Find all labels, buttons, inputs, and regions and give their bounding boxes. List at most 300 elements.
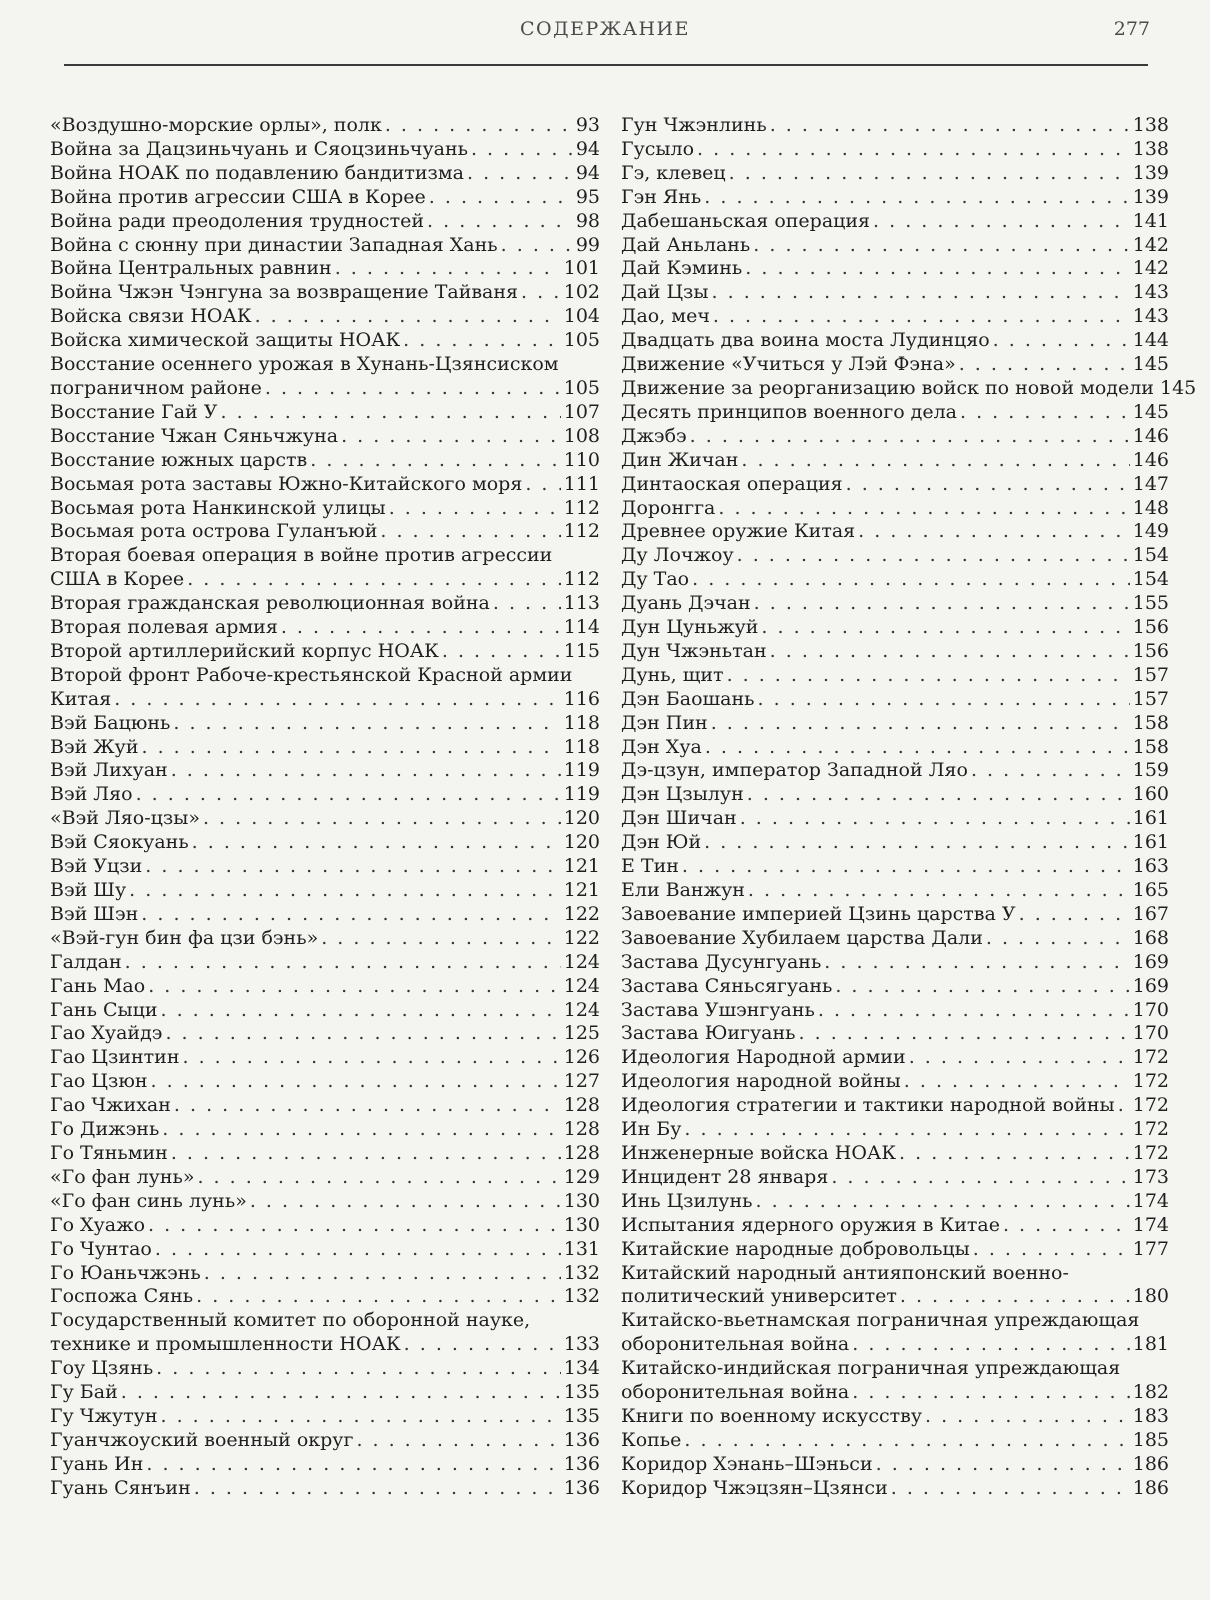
toc-entry-title: Дэн Шичан xyxy=(621,807,737,830)
toc-entry-page-number: 118 xyxy=(563,735,600,758)
toc-entry-page-number: 128 xyxy=(563,1094,600,1117)
toc-entry-title: «Вэй-гун бин фа цзи бэнь» xyxy=(50,926,319,949)
dot-leader xyxy=(356,1429,560,1453)
toc-entry-title: Галдан xyxy=(50,950,122,973)
toc-entry xyxy=(621,1190,1169,1214)
toc-entry-page-number: 186 xyxy=(1132,1452,1169,1475)
toc-entry-page-number: 145 xyxy=(1159,376,1197,399)
dot-leader xyxy=(182,1046,560,1070)
toc-entry-title: Идеология стратегии и тактики народной войны xyxy=(621,1094,1115,1117)
toc-entry-page-number: 119 xyxy=(563,783,600,806)
dot-leader xyxy=(748,879,1130,903)
dot-leader xyxy=(197,1166,560,1190)
dot-leader xyxy=(192,831,561,855)
dot-leader xyxy=(121,1381,561,1405)
toc-entry-title: Движение «Учиться у Лэй Фэна» xyxy=(621,353,956,376)
toc-entry-title: Джэбэ xyxy=(621,424,687,447)
toc-entry-page-number: 102 xyxy=(563,281,600,304)
toc-entry-page-number: 104 xyxy=(563,305,600,328)
toc-entry xyxy=(621,138,1169,162)
toc-entry xyxy=(621,281,1169,305)
toc-entry xyxy=(50,1262,600,1286)
toc-entry-title: Война за Дацзиньчуань и Сяоцзиньчуань xyxy=(50,137,468,160)
toc-entry xyxy=(50,855,600,879)
dot-leader xyxy=(146,1453,560,1477)
toc-entry-title: Вэй Шэн xyxy=(50,902,139,925)
toc-entry-title: Война Чжэн Чэнгуна за возвращение Тайваня xyxy=(50,281,519,304)
toc-entry-title: оборонительная война xyxy=(621,1381,850,1404)
toc-entry-page-number: 180 xyxy=(1132,1285,1169,1308)
toc-entry xyxy=(621,401,1169,425)
toc-entry-title: «Го фан синь лунь» xyxy=(50,1189,247,1212)
toc-entry xyxy=(621,376,1197,401)
toc-entry-page-number: 94 xyxy=(575,161,600,184)
toc-entry-title: Гао Цзинтин xyxy=(50,1046,180,1069)
toc-entry-title: Война ради преодоления трудностей xyxy=(50,209,425,232)
dot-leader xyxy=(846,473,1130,497)
toc-entry xyxy=(621,664,1169,688)
toc-entry xyxy=(50,1214,600,1238)
dot-leader xyxy=(704,186,1129,210)
dot-leader xyxy=(770,114,1130,138)
toc-entry xyxy=(621,210,1169,234)
toc-entry-page-number: 93 xyxy=(575,114,600,136)
toc-entry-page-number: 148 xyxy=(1132,496,1169,519)
toc-entry xyxy=(50,1429,600,1453)
toc-entry-page-number: 169 xyxy=(1132,950,1169,973)
toc-entry-page-number: 126 xyxy=(563,1046,600,1069)
dot-leader xyxy=(729,162,1130,186)
toc-entry-page-number: 157 xyxy=(1132,687,1169,710)
toc-entry-page-number: 144 xyxy=(1132,329,1169,352)
toc-entry xyxy=(621,1094,1169,1118)
toc-entry-page-number: 132 xyxy=(563,1285,600,1308)
toc-entry-page-number: 125 xyxy=(563,1022,600,1045)
toc-entry xyxy=(50,712,600,736)
toc-entry xyxy=(621,975,1169,999)
dot-leader xyxy=(148,1214,561,1238)
toc-entry-page-number: 108 xyxy=(563,424,600,447)
toc-entry-title: Дэ-цзун, император Западной Ляо xyxy=(621,759,968,782)
toc-entry-page-number: 130 xyxy=(563,1213,600,1236)
toc-entry xyxy=(50,234,600,258)
toc-entry-page-number: 172 xyxy=(1132,1118,1169,1141)
dot-leader xyxy=(835,975,1129,999)
toc-entry xyxy=(621,1262,1169,1310)
toc-entry-page-number: 186 xyxy=(1132,1476,1169,1499)
dot-leader xyxy=(704,831,1130,855)
dot-leader xyxy=(684,1118,1129,1142)
dot-leader xyxy=(747,783,1130,807)
dot-leader xyxy=(165,1022,560,1046)
toc-entry-page-number: 128 xyxy=(563,1141,600,1164)
toc-entry-title: Восстание Чжан Сяньчжуна xyxy=(50,424,339,447)
toc-entry-title: Война против агрессии США в Корее xyxy=(50,185,426,208)
toc-entry-title: «Воздушно-морские орлы», полк xyxy=(50,114,382,136)
toc-entry-page-number: 121 xyxy=(563,855,600,878)
toc-entry-title: Коридор Чжэцзян–Цзянси xyxy=(621,1476,888,1499)
toc-entry-title: Восстание Гай У xyxy=(50,400,218,423)
toc-entry xyxy=(50,1166,600,1190)
toc-entry-title: Гусыло xyxy=(621,137,695,160)
toc-entry-title: Вэй Уцзи xyxy=(50,855,143,878)
toc-entry-page-number: 135 xyxy=(563,1404,600,1427)
toc-entry-page-number: 132 xyxy=(563,1261,600,1284)
toc-entry xyxy=(621,305,1169,329)
dot-leader xyxy=(148,975,561,999)
dot-leader xyxy=(404,1333,561,1357)
toc-entry-title: Гу Чжутун xyxy=(50,1404,158,1427)
dot-leader xyxy=(705,736,1130,760)
toc-entry-title: Ели Ванжун xyxy=(621,879,745,901)
toc-entry xyxy=(50,1046,600,1070)
toc-entry-title: Застава Юигуань xyxy=(621,1022,796,1045)
dot-leader xyxy=(755,1190,1129,1214)
toc-entry xyxy=(621,1429,1169,1453)
toc-entry-page-number: 160 xyxy=(1132,783,1169,806)
toc-entry xyxy=(621,736,1169,760)
toc-entry-page-number: 173 xyxy=(1132,1165,1169,1188)
toc-entry-title: Гоу Цзянь xyxy=(50,1357,154,1380)
toc-entry-page-number: 120 xyxy=(563,831,600,854)
toc-entry-title: Дао, меч xyxy=(621,305,710,328)
toc-entry xyxy=(50,1285,600,1309)
dot-leader xyxy=(737,544,1130,568)
toc-entry xyxy=(621,855,1169,879)
toc-entry-title: Идеология Народной армии xyxy=(621,1046,906,1069)
toc-entry-page-number: 122 xyxy=(563,926,600,949)
toc-entry xyxy=(621,1166,1169,1190)
toc-entry xyxy=(50,1405,600,1429)
running-head-title: СОДЕРЖАНИЕ xyxy=(520,18,690,40)
toc-entry-title: Гэ, клевец xyxy=(621,161,726,184)
dot-leader xyxy=(220,401,560,425)
toc-entry-title: Гань Сыци xyxy=(50,998,158,1021)
toc-entry xyxy=(50,401,600,425)
toc-entry xyxy=(621,1070,1169,1094)
toc-entry-title: Гуанчжоуский военный округ xyxy=(50,1428,354,1451)
toc-entry-page-number: 146 xyxy=(1132,424,1169,447)
page-number: 277 xyxy=(1113,18,1150,40)
toc-entry-title: Гэн Янь xyxy=(621,185,702,208)
dot-leader xyxy=(521,281,561,305)
toc-entry xyxy=(50,138,600,162)
toc-entry xyxy=(50,497,600,521)
toc-entry xyxy=(50,473,600,497)
toc-entry-page-number: 111 xyxy=(563,472,600,495)
toc-entry-title: Гуань Сянъин xyxy=(50,1476,191,1499)
toc-entry xyxy=(50,449,600,473)
toc-entry-page-number: 157 xyxy=(1132,663,1169,686)
toc-entry-page-number: 138 xyxy=(1132,137,1169,160)
dot-leader xyxy=(281,616,561,640)
toc-entry-page-number: 114 xyxy=(563,616,600,639)
toc-entry xyxy=(50,1070,600,1094)
toc-entry-title: Вторая полевая армия xyxy=(50,616,278,639)
toc-entry-page-number: 143 xyxy=(1132,281,1169,304)
toc-entry-title: Идеология народной войны xyxy=(621,1070,901,1093)
toc-entry-title: Дай Аньлань xyxy=(621,233,751,256)
toc-entry-title: Война с сюнну при династии Западная Хань xyxy=(50,233,498,256)
toc-entry-title: Дуань Дэчан xyxy=(621,592,751,615)
toc-entry-page-number: 143 xyxy=(1132,305,1169,328)
toc-entry-title: Го Чунтао xyxy=(50,1237,152,1260)
toc-entry xyxy=(50,114,600,138)
toc-entry-page-number: 133 xyxy=(563,1333,600,1356)
toc-entry-page-number: 170 xyxy=(1132,1022,1169,1045)
toc-entry-title-line: Восстание осеннего урожая в Хунань-Цзянсиском xyxy=(50,353,559,376)
dot-leader xyxy=(713,305,1130,329)
toc-entry xyxy=(621,1022,1169,1046)
toc-entry-title: Дай Цзы xyxy=(621,281,709,304)
header-rule xyxy=(64,64,1148,66)
toc-entry xyxy=(50,1381,600,1405)
toc-entry-title: оборонительная война xyxy=(621,1333,850,1356)
toc-entry xyxy=(621,162,1169,186)
toc-entry-page-number: 129 xyxy=(563,1165,600,1188)
toc-entry xyxy=(50,736,600,760)
toc-entry-page-number: 136 xyxy=(563,1428,600,1451)
dot-leader xyxy=(151,1070,561,1094)
dot-leader xyxy=(876,1453,1130,1477)
dot-leader xyxy=(114,688,561,712)
dot-leader xyxy=(129,879,561,903)
dot-leader xyxy=(429,186,573,210)
toc-entry-page-number: 158 xyxy=(1132,711,1169,734)
dot-leader xyxy=(891,1477,1130,1501)
toc-entry-title: Испытания ядерного оружия в Китае xyxy=(621,1213,1000,1236)
toc-entry-title: Доронгга xyxy=(621,496,716,519)
toc-entry-page-number: 158 xyxy=(1132,735,1169,758)
toc-column-right xyxy=(621,114,1197,1501)
toc-entry-title: Десять принципов военного дела xyxy=(621,400,958,423)
toc-entry xyxy=(50,616,600,640)
toc-entry-page-number: 131 xyxy=(563,1237,600,1260)
toc-entry-page-number: 134 xyxy=(563,1357,600,1380)
toc-entry xyxy=(621,903,1169,927)
dot-leader xyxy=(852,1333,1130,1357)
dot-leader xyxy=(873,210,1130,234)
toc-entry-page-number: 112 xyxy=(563,520,600,543)
toc-entry-title: Инь Цзилунь xyxy=(621,1189,753,1212)
dot-leader xyxy=(380,520,560,544)
toc-entry-page-number: 105 xyxy=(563,376,600,399)
toc-entry xyxy=(621,1142,1169,1166)
toc-entry-title-line: Китайско-вьетнамская пограничная упреждающая xyxy=(621,1309,1140,1332)
toc-entry-title-line: Китайско-индийская пограничная упреждающая xyxy=(621,1357,1121,1380)
dot-leader xyxy=(754,592,1130,616)
toc-entry xyxy=(50,1477,600,1501)
toc-entry-title: Китая xyxy=(50,687,112,710)
toc-entry-page-number: 155 xyxy=(1132,592,1169,615)
toc-entry-title: Го Дижэнь xyxy=(50,1118,160,1141)
dot-leader xyxy=(758,688,1130,712)
dot-leader xyxy=(265,377,561,401)
toc-entry-title: Вэй Сяокуань xyxy=(50,831,189,854)
toc-entry xyxy=(621,616,1169,640)
toc-entry-page-number: 139 xyxy=(1132,185,1169,208)
toc-entry xyxy=(621,544,1169,568)
toc-entry xyxy=(50,879,600,903)
toc-entry-page-number: 177 xyxy=(1132,1237,1169,1260)
toc-entry-title: Вторая гражданская революционная война xyxy=(50,592,490,615)
toc-entry-page-number: 168 xyxy=(1132,926,1169,949)
toc-entry xyxy=(50,951,600,975)
toc-entry-title: Вэй Лихуан xyxy=(50,759,168,782)
toc-entry-page-number: 183 xyxy=(1132,1404,1169,1427)
toc-entry xyxy=(50,186,600,210)
toc-entry-title: Ду Тао xyxy=(621,568,690,591)
toc-entry xyxy=(50,329,600,353)
dot-leader xyxy=(831,1166,1129,1190)
toc-entry xyxy=(621,497,1169,521)
toc-entry-page-number: 112 xyxy=(563,568,600,591)
toc-entry-page-number: 136 xyxy=(563,1476,600,1499)
toc-entry-title: Китайские народные добровольцы xyxy=(621,1237,970,1260)
toc-entry-page-number: 121 xyxy=(563,879,600,901)
toc-entry-page-number: 167 xyxy=(1132,902,1169,925)
toc-entry-page-number: 156 xyxy=(1132,616,1169,639)
toc-entry xyxy=(50,999,600,1023)
dot-leader xyxy=(196,1285,561,1309)
toc-entry xyxy=(50,592,600,616)
toc-entry-title-line: Вторая боевая операция в войне против агрессии xyxy=(50,544,553,567)
toc-entry xyxy=(621,927,1169,951)
toc-entry xyxy=(50,759,600,783)
toc-entry xyxy=(621,114,1169,138)
toc-entry xyxy=(621,1046,1169,1070)
toc-entry xyxy=(50,807,600,831)
toc-entry xyxy=(621,1453,1169,1477)
toc-entry xyxy=(621,951,1169,975)
toc-entry xyxy=(50,1118,600,1142)
dot-leader xyxy=(770,640,1130,664)
toc-entry-title: Войска связи НОАК xyxy=(50,305,252,328)
toc-entry xyxy=(621,425,1169,449)
toc-entry xyxy=(621,999,1169,1023)
dot-leader xyxy=(858,520,1130,544)
dot-leader xyxy=(960,401,1130,425)
dot-leader xyxy=(171,1142,561,1166)
toc-entry-page-number: 172 xyxy=(1132,1046,1169,1069)
toc-entry-page-number: 156 xyxy=(1132,639,1169,662)
toc-entry xyxy=(621,640,1169,664)
dot-leader xyxy=(740,807,1130,831)
toc-entry-title: Ин Бу xyxy=(621,1118,682,1141)
dot-leader xyxy=(471,138,573,162)
dot-leader xyxy=(900,1285,1130,1309)
toc-entry-title: Дэн Пин xyxy=(621,711,708,734)
toc-entry-page-number: 170 xyxy=(1132,998,1169,1021)
toc-entry-title: Ду Лочжоу xyxy=(621,544,734,567)
toc-entry-title: Дэн Баошань xyxy=(621,687,755,710)
toc-entry xyxy=(50,1022,600,1046)
toc-entry xyxy=(621,807,1169,831)
toc-entry xyxy=(50,1142,600,1166)
toc-entry-title: Гань Мао xyxy=(50,974,146,997)
toc-entry-title: политический университет xyxy=(621,1285,897,1308)
toc-entry-page-number: 181 xyxy=(1132,1333,1169,1356)
dot-leader xyxy=(712,281,1130,305)
toc-entry-title: Вэй Жуй xyxy=(50,735,139,758)
toc-entry-page-number: 110 xyxy=(563,448,600,471)
toc-entry-title: Гу Бай xyxy=(50,1381,118,1404)
toc-entry xyxy=(50,425,600,449)
toc-entry-page-number: 120 xyxy=(563,807,600,830)
toc-entry-page-number: 145 xyxy=(1132,353,1169,376)
toc-entry-page-number: 124 xyxy=(563,998,600,1021)
toc-entry-title: Го Хуажо xyxy=(50,1213,146,1236)
toc-entry-page-number: 174 xyxy=(1132,1189,1169,1212)
toc-entry-title: Го Юаньчжэнь xyxy=(50,1261,201,1284)
toc-entry-title: Дун Цуньжуй xyxy=(621,616,759,639)
toc-entry-title: Двадцать два воина моста Лудинцяо xyxy=(621,329,990,352)
toc-entry-title: Гуань Ин xyxy=(50,1452,144,1475)
toc-entry-title: Дин Жичан xyxy=(621,448,739,471)
toc-entry-page-number: 145 xyxy=(1132,400,1169,423)
toc-entry-page-number: 119 xyxy=(563,759,600,782)
toc-entry-page-number: 115 xyxy=(563,639,600,662)
toc-entry-title: Копье xyxy=(621,1428,682,1451)
toc-entry-title: Застава Ушэнгуань xyxy=(621,998,815,1021)
toc-entry-page-number: 182 xyxy=(1132,1381,1169,1404)
toc-entry-page-number: 113 xyxy=(563,592,600,615)
dot-leader xyxy=(385,114,573,138)
dot-leader xyxy=(753,234,1129,258)
toc-entry xyxy=(621,186,1169,210)
dot-leader xyxy=(1019,903,1130,927)
toc-entry-title: Инцидент 28 января xyxy=(621,1165,829,1188)
toc-entry xyxy=(621,1405,1169,1429)
toc-entry-title: Вэй Шу xyxy=(50,879,127,901)
toc-entry xyxy=(50,544,600,592)
toc-entry-title: Коридор Хэнань–Шэньси xyxy=(621,1452,873,1475)
toc-entry-page-number: 159 xyxy=(1132,759,1169,782)
toc-entry-title: Гун Чжэнлинь xyxy=(621,114,767,136)
dot-leader xyxy=(1118,1094,1130,1118)
toc-column-left xyxy=(50,114,600,1501)
toc-entry-page-number: 142 xyxy=(1132,233,1169,256)
toc-entry-title: «Го фан лунь» xyxy=(50,1165,195,1188)
toc-entry xyxy=(50,281,600,305)
toc-entry xyxy=(621,1214,1169,1238)
toc-entry-page-number: 116 xyxy=(563,687,600,710)
toc-entry-page-number: 124 xyxy=(563,950,600,973)
dot-leader xyxy=(161,1405,561,1429)
toc-entry-page-number: 135 xyxy=(563,1381,600,1404)
toc-entry-title: Вэй Ляо xyxy=(50,783,133,806)
toc-entry-title: Дэн Цзылун xyxy=(621,783,744,806)
toc-entry xyxy=(621,783,1169,807)
toc-entry-title: Динтаоская операция xyxy=(621,472,843,495)
dot-leader xyxy=(682,855,1130,879)
dot-leader xyxy=(321,927,561,951)
dot-leader xyxy=(799,1022,1130,1046)
dot-leader xyxy=(442,640,561,664)
dot-leader xyxy=(711,712,1130,736)
toc-entry-title: Застава Сяньсягуань xyxy=(621,974,833,997)
toc-entry-title: технике и промышленности НОАК xyxy=(50,1333,401,1356)
dot-leader xyxy=(1003,1214,1130,1238)
dot-leader xyxy=(161,999,561,1023)
dot-leader xyxy=(904,1070,1130,1094)
toc-entry xyxy=(621,234,1169,258)
toc-entry xyxy=(50,664,600,712)
toc-entry-title: Е Тин xyxy=(621,855,679,878)
dot-leader xyxy=(136,783,561,807)
toc-entry xyxy=(50,520,600,544)
dot-leader xyxy=(697,138,1130,162)
